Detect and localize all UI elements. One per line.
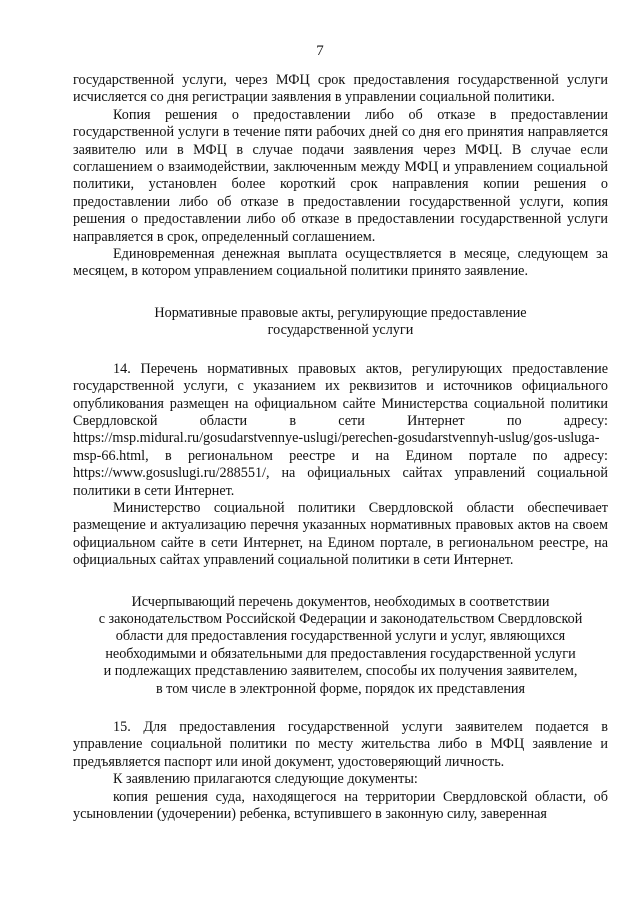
paragraph-ministry: Министерство социальной политики Свердловской области обеспечивает размещение и актуализацию перечня указанных нормативных правовых актов на своем официальном сайте в сети Интернет, на Едином портале, в региональном реестре, на официальных сайтах управлений социальной политики в сети Интернет.: [73, 499, 608, 569]
paragraph-attachments-intro: К заявлению прилагаются следующие документы:: [113, 771, 418, 788]
paragraph-section-15: 15. Для предоставления государственной услуги заявителем подается в управление социальной политики по месту жительства либо в МФЦ заявление и предъявляется паспорт или иной документ, удостоверяющий личность.: [73, 719, 608, 770]
section-spacer: [73, 570, 608, 594]
heading-documents-list: [73, 594, 608, 698]
paragraph-section-14: 14. Перечень нормативных правовых актов, регулирующих предоставление государственной услуги, с указанием их реквизитов и источников официального опубликования размещен на официальном сайте Министерства социальной политики Свердловской области в сети Интернет по адресу: https://msp.midural.ru/gosudarstvennye-uslugi/perechen-gosudarstvennyh-uslug/gos-usluga-msp-66.html, в региональном реестре и на Едином портале по адресу: https://www.gosuslugi.ru/288551/, на официальных сайтах управлений социальной политики в сети Интернет.: [73, 360, 608, 499]
paragraph-continuation: государственной услуги, через МФЦ срок предоставления государственной услуги исчисляется со дня регистрации заявления в управлении социальной политики.: [73, 72, 608, 106]
paragraph-decision-copy: Копия решения о предоставлении либо об отказе в предоставлении государственной услуги в течение пяти рабочих дней со дня его принятия направляется заявителю или в МФЦ в случае подачи заявления через МФЦ. В случае если соглашением о взаимодействии, заключенным между МФЦ и управлением социальной политики, установлен более короткий срок направления копии решения о предоставлении либо об отказе в предоставлении государственной услуги, копия решения о предоставлении либо об отказе в предоставлении государственной услуги направляется в срок, определенный соглашением.: [73, 106, 608, 245]
paragraph-court-decision: копия решения суда, находящегося на территории Свердловской области, об усыновлении (удочерении) ребенка, вступившего в законную силу, заверенная: [73, 788, 608, 823]
heading-line: и подлежащих представлению заявителем, способы их получения заявителем,: [103, 663, 578, 680]
page-number: 7: [316, 43, 324, 59]
section-spacer: [73, 281, 608, 305]
heading-line: в том числе в электронной форме, порядок их представления: [155, 680, 526, 697]
heading-line: Исчерпывающий перечень документов, необходимых в соответствии: [131, 593, 550, 610]
heading-line: государственной услуги: [267, 322, 414, 339]
heading-line: необходимыми и обязательными для предоставления государственной услуги: [105, 645, 576, 662]
heading-line: с законодательством Российской Федерации и законодательством Свердловской: [98, 610, 583, 627]
paragraph-payment: Единовременная денежная выплата осуществляется в месяце, следующем за месяцем, в котором управлением социальной политики принято заявление.: [73, 246, 608, 280]
heading-line: Нормативные правовые акты, регулирующие предоставление: [154, 304, 527, 321]
section-spacer: [73, 698, 608, 719]
document-body: [73, 72, 608, 823]
section-spacer: [73, 340, 608, 361]
heading-legal-acts: [73, 305, 608, 340]
heading-line: области для предоставления государственной услуги и услуг, являющихся: [115, 628, 566, 645]
